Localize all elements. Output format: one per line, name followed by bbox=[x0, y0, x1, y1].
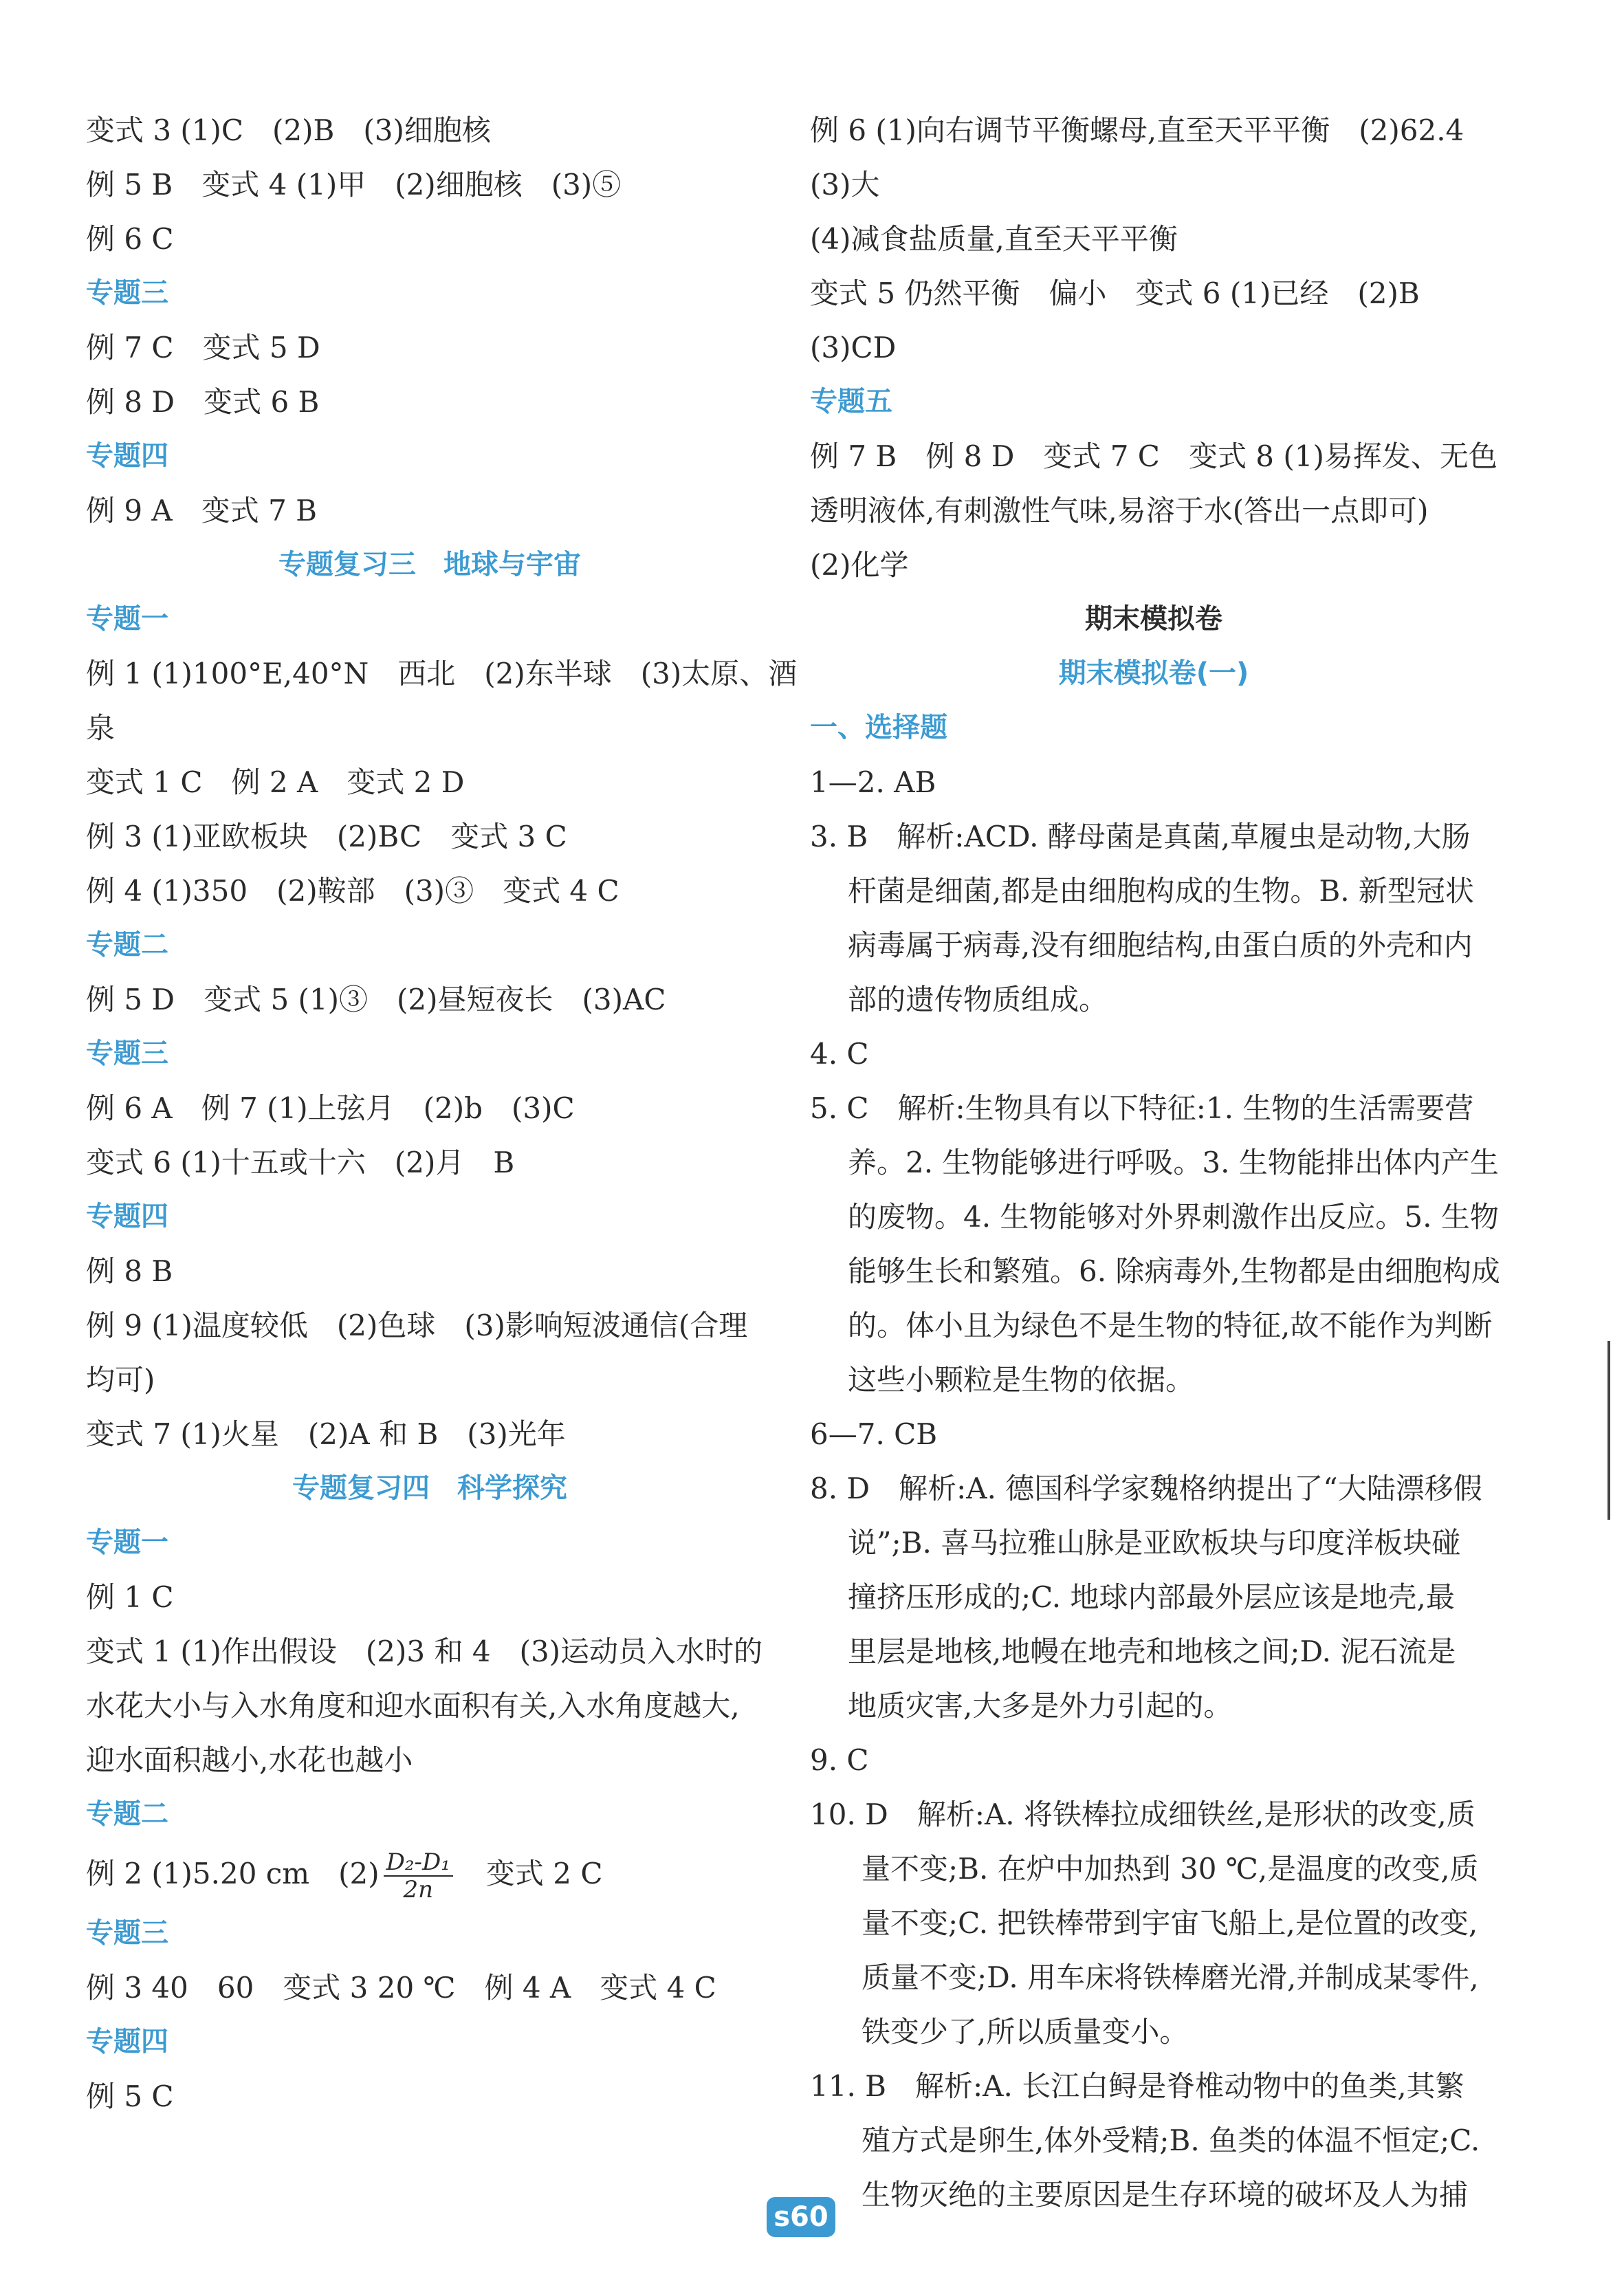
answer-line: 均可) bbox=[86, 1363, 155, 1397]
answer-line: 量不变;C. 把铁棒带到宇宙飞船上,是位置的改变, bbox=[862, 1906, 1478, 1940]
answer-line: 质量不变;D. 用车床将铁棒磨光滑,并制成某零件, bbox=[862, 1961, 1479, 1994]
answer-line: 能够生长和繁殖。6. 除病毒外,生物都是由细胞构成 bbox=[848, 1254, 1500, 1288]
answer-line: 例 7 B 例 8 D 变式 7 C 变式 8 (1)易挥发、无色 bbox=[810, 439, 1497, 473]
fraction-numerator: D₂-D₁ bbox=[384, 1849, 453, 1877]
answer-line: 部的遗传物质组成。 bbox=[848, 983, 1108, 1016]
section-heading: 专题三 bbox=[86, 1038, 168, 1069]
answer-line: 8. D 解析:A. 德国科学家魏格纳提出了“大陆漂移假 bbox=[810, 1472, 1482, 1505]
chapter-title: 专题复习三 地球与宇宙 bbox=[278, 549, 581, 580]
answer-line: 量不变;B. 在炉中加热到 30 ℃,是温度的改变,质 bbox=[862, 1852, 1479, 1886]
answer-line: 例 4 (1)350 (2)鞍部 (3)③ 变式 4 C bbox=[86, 874, 619, 908]
answer-line: 的。体小且为绿色不是生物的特征,故不能作为判断 bbox=[848, 1309, 1493, 1342]
answer-line: 例 7 C 变式 5 D bbox=[86, 331, 320, 364]
section-heading: 一、选择题 bbox=[810, 712, 947, 743]
section-heading: 专题二 bbox=[86, 1798, 168, 1830]
answer-line: 例 9 A 变式 7 B bbox=[86, 494, 318, 527]
page-edge-mark bbox=[1607, 1341, 1610, 1520]
answer-line: 迎水面积越小,水花也越小 bbox=[86, 1743, 413, 1777]
answer-line: 4. C bbox=[810, 1037, 869, 1071]
answer-line: (4)减食盐质量,直至天平平衡 bbox=[810, 222, 1178, 256]
answer-line: 例 5 C bbox=[86, 2080, 174, 2113]
answer-line: 变式 5 仍然平衡 偏小 变式 6 (1)已经 (2)B bbox=[810, 276, 1420, 310]
answer-line: 6—7. CB bbox=[810, 1417, 938, 1451]
answer-line: 养。2. 生物能够进行呼吸。3. 生物能排出体内产生 bbox=[848, 1146, 1499, 1179]
section-heading: 专题一 bbox=[86, 603, 168, 635]
left-column bbox=[86, 103, 798, 2124]
answer-line: 杆菌是细菌,都是由细胞构成的生物。B. 新型冠状 bbox=[848, 874, 1474, 908]
answer-line: 例 3 (1)亚欧板块 (2)BC 变式 3 C bbox=[86, 820, 567, 853]
section-heading: 专题四 bbox=[86, 2026, 168, 2058]
answer-line: 病毒属于病毒,没有细胞结构,由蛋白质的外壳和内 bbox=[848, 928, 1473, 962]
formula-prefix: 例 2 (1)5.20 cm (2) bbox=[86, 1857, 380, 1890]
answer-line: 例 8 B bbox=[86, 1254, 173, 1288]
answer-line: 1—2. AB bbox=[810, 765, 936, 799]
answer-line: 11. B 解析:A. 长江白鲟是脊椎动物中的鱼类,其繁 bbox=[810, 2069, 1464, 2103]
answer-line: 透明液体,有刺激性气味,易溶于水(答出一点即可) bbox=[810, 494, 1429, 527]
answer-line: 例 6 A 例 7 (1)上弦月 (2)b (3)C bbox=[86, 1091, 575, 1125]
answer-line: 铁变少了,所以质量变小。 bbox=[862, 2015, 1189, 2049]
answer-line: (2)化学 bbox=[810, 548, 909, 582]
section-heading: 专题三 bbox=[86, 277, 168, 309]
fraction-denominator: 2n bbox=[403, 1876, 434, 1903]
answer-line: 变式 1 (1)作出假设 (2)3 和 4 (3)运动员入水时的 bbox=[86, 1635, 763, 1668]
section-heading: 专题三 bbox=[86, 1917, 168, 1949]
answer-line: 变式 7 (1)火星 (2)A 和 B (3)光年 bbox=[86, 1417, 566, 1451]
page-number: s60 bbox=[767, 2197, 835, 2237]
formula-line bbox=[86, 1842, 773, 1906]
answer-line: 3. B 解析:ACD. 酵母菌是真菌,草履虫是动物,大肠 bbox=[810, 820, 1471, 853]
answer-line: 里层是地核,地幔在地壳和地核之间;D. 泥石流是 bbox=[848, 1635, 1456, 1668]
answer-line: 10. D 解析:A. 将铁棒拉成细铁丝,是形状的改变,质 bbox=[810, 1798, 1475, 1831]
right-column bbox=[810, 103, 1500, 2222]
fraction bbox=[384, 1849, 453, 1903]
chapter-title: 专题复习四 科学探究 bbox=[292, 1472, 567, 1504]
answer-line: 说”;B. 喜马拉雅山脉是亚欧板块与印度洋板块碰 bbox=[848, 1526, 1461, 1560]
answer-line: 5. C 解析:生物具有以下特征:1. 生物的生活需要营 bbox=[810, 1091, 1474, 1125]
section-heading: 专题一 bbox=[86, 1527, 168, 1558]
exam-subtitle: 期末模拟卷(一) bbox=[1058, 657, 1249, 689]
answer-line: 殖方式是卵生,体外受精;B. 鱼类的体温不恒定;C. bbox=[862, 2124, 1480, 2157]
answer-line: 例 9 (1)温度较低 (2)色球 (3)影响短波通信(合理 bbox=[86, 1309, 748, 1342]
formula-suffix: 变式 2 C bbox=[457, 1857, 603, 1890]
answer-line: 变式 6 (1)十五或十六 (2)月 B bbox=[86, 1146, 515, 1179]
answer-line: 例 1 (1)100°E,40°N 西北 (2)东半球 (3)太原、酒 bbox=[86, 657, 798, 690]
answer-line: 生物灭绝的主要原因是生存环境的破坏及人为捕 bbox=[862, 2178, 1469, 2212]
section-heading: 专题四 bbox=[86, 1201, 168, 1232]
answer-line: 例 1 C bbox=[86, 1580, 174, 1614]
answer-line: 例 8 D 变式 6 B bbox=[86, 385, 320, 419]
section-heading: 专题五 bbox=[810, 386, 892, 417]
answer-line: 的废物。4. 生物能够对外界刺激作出反应。5. 生物 bbox=[848, 1200, 1499, 1234]
answer-line: 这些小颗粒是生物的依据。 bbox=[848, 1363, 1195, 1397]
answer-line: 变式 1 C 例 2 A 变式 2 D bbox=[86, 765, 465, 799]
answer-line: 例 5 B 变式 4 (1)甲 (2)细胞核 (3)⑤ bbox=[86, 168, 622, 201]
answer-line: 水花大小与入水角度和迎水面积有关,入水角度越大, bbox=[86, 1689, 740, 1723]
answer-line: 地质灾害,大多是外力引起的。 bbox=[848, 1689, 1233, 1723]
answer-line: (3)大 bbox=[810, 168, 880, 201]
exam-title: 期末模拟卷 bbox=[1085, 603, 1222, 635]
answer-line: (3)CD bbox=[810, 331, 897, 364]
answer-line: 例 5 D 变式 5 (1)③ (2)昼短夜长 (3)AC bbox=[86, 983, 666, 1016]
answer-line: 泉 bbox=[86, 711, 116, 745]
answer-line: 例 3 40 60 变式 3 20 ℃ 例 4 A 变式 4 C bbox=[86, 1971, 716, 2005]
answer-line: 9. C bbox=[810, 1743, 869, 1777]
answer-line: 例 6 (1)向右调节平衡螺母,直至天平平衡 (2)62.4 bbox=[810, 113, 1464, 147]
answer-line: 变式 3 (1)C (2)B (3)细胞核 bbox=[86, 113, 491, 147]
answer-line: 撞挤压形成的;C. 地球内部最外层应该是地壳,最 bbox=[848, 1580, 1455, 1614]
answer-line: 例 6 C bbox=[86, 222, 174, 256]
section-heading: 专题四 bbox=[86, 440, 168, 472]
section-heading: 专题二 bbox=[86, 929, 168, 961]
